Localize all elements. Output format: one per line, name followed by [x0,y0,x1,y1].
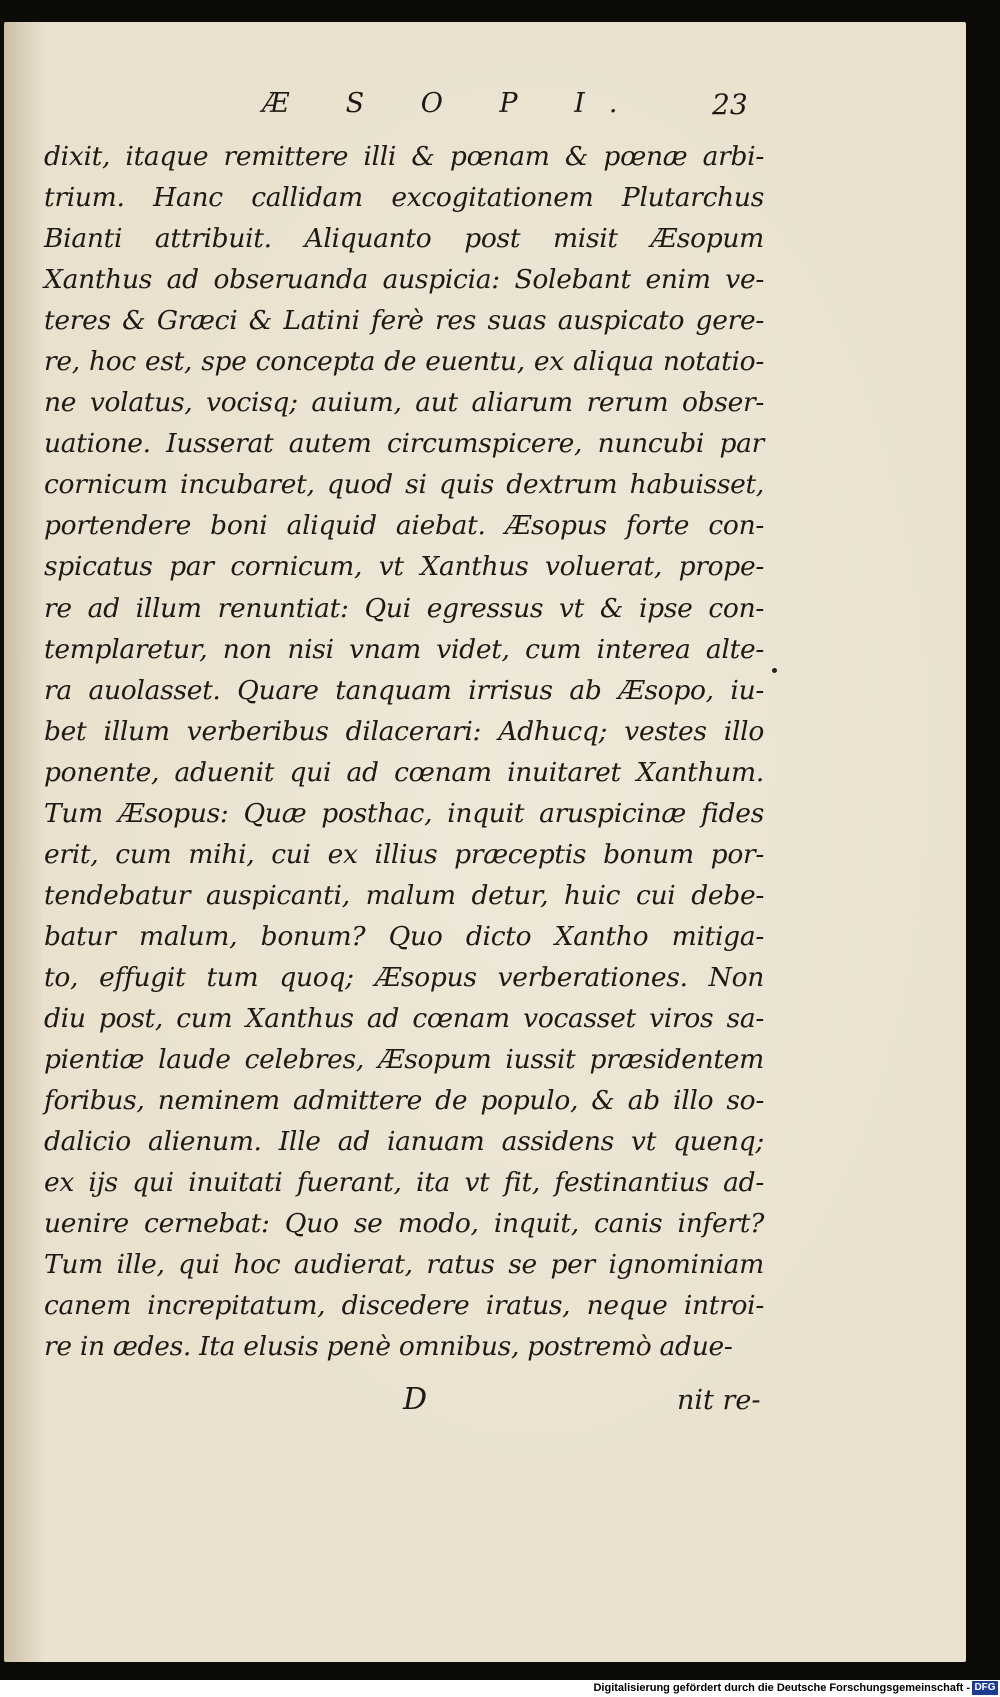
text-line: dalicio alienum. Ille ad ianuam assidens vt quenq; [44,1126,764,1158]
body-text [44,136,764,1367]
signature-mark: D [403,1382,428,1417]
text-line: cornicum incubaret, quod si quis dextrum habuisset, [44,469,764,501]
text-line: trium. Hanc callidam excogitationem Plutarchus [44,182,764,214]
catchword: nit re- [677,1385,761,1416]
text-line: ponente, aduenit qui ad cœnam inuitaret Xanthum. [44,756,764,788]
text-line: Xanthus ad obseruanda auspicia: Solebant enim ve- [44,264,764,296]
text-line: Tum ille, qui hoc audierat, ratus se per ignominiam [44,1249,764,1281]
text-line: re, hoc est, spe concepta de euentu, ex aliqua notatio- [44,346,764,378]
text-line: re in ædes. Ita elusis penè omnibus, postremò adue- [44,1331,733,1363]
running-head [0,88,1000,128]
text-line: dixit, itaque remittere illi & pœnam & pœnæ arbi- [44,141,764,172]
text-line: portendere boni aliquid aiebat. Æsopus forte con- [44,510,764,542]
text-line: tendebatur auspicanti, malum detur, huic cui debe- [44,879,764,911]
text-line: ex ijs qui inuitati fuerant, ita vt fit, festinantius ad- [44,1167,764,1199]
text-line: canem increpitatum, discedere iratus, neque introi- [44,1290,764,1322]
ink-speck [772,668,777,673]
running-title: Æ S O P I. [262,88,642,119]
text-line: Bianti attribuit. Aliquanto post misit Æsopum [44,223,764,255]
text-line: teres & Græci & Latini ferè res suas auspicato gere- [44,305,764,337]
text-line: ne volatus, vocisq; auium, aut aliarum rerum obser- [44,387,764,419]
text-line: Tum Æsopus: Quæ posthac, inquit aruspicinæ fides [44,797,764,829]
funding-credit: Digitalisierung gefördert durch die Deutsche Forschungsgemeinschaft - [593,1682,970,1694]
text-line: ra auolasset. Quare tanquam irrisus ab Æsopo, iu- [44,674,764,706]
dfg-logo: DFG [972,1681,998,1695]
text-line: uenire cernebat: Quo se modo, inquit, canis infert? [44,1208,764,1240]
text-line: batur malum, bonum? Quo dicto Xantho mitiga- [44,920,764,952]
text-line: erit, cum mihi, cui ex illius præceptis bonum por- [44,838,764,870]
text-line: foribus, neminem admittere de populo, & ab illo so- [44,1085,764,1117]
credit-bar [0,1680,1000,1697]
text-line: re ad illum renuntiat: Qui egressus vt & ipse con- [44,592,764,624]
text-line: bet illum verberibus dilacerari: Adhucq; vestes illo [44,715,764,747]
page-number: 23 [712,88,748,121]
text-line: spicatus par cornicum, vt Xanthus voluerat, prope- [44,551,764,583]
text-line: diu post, cum Xanthus ad cœnam vocasset viros sa- [44,1002,764,1034]
text-line: uatione. Iusserat autem circumspicere, nuncubi par [44,428,764,460]
text-line: to, effugit tum quoq; Æsopus verberationes. Non [44,961,764,993]
text-line: pientiæ laude celebres, Æsopum iussit præsidentem [44,1044,764,1076]
text-line: templaretur, non nisi vnam videt, cum interea alte- [44,633,764,665]
